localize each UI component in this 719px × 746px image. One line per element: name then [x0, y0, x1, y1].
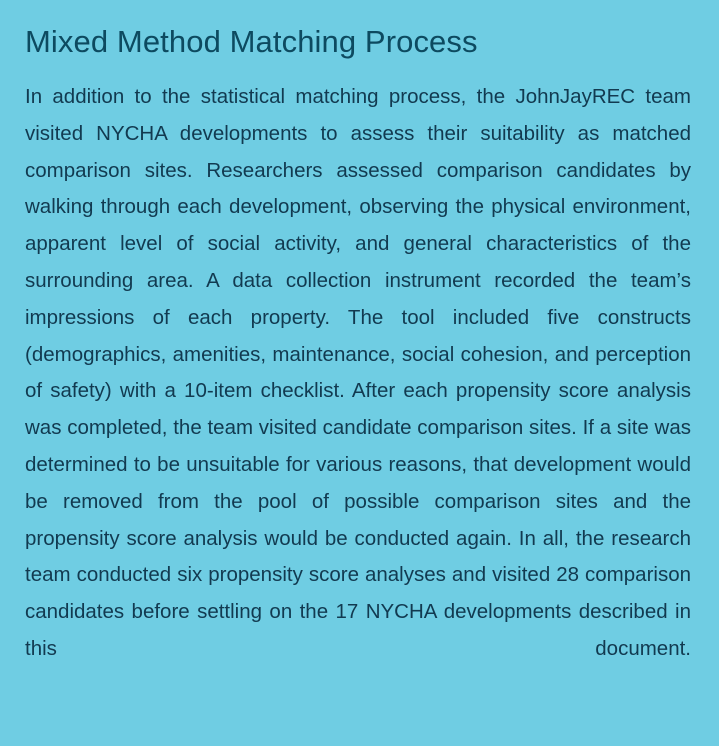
section-title: Mixed Method Matching Process — [25, 24, 478, 59]
section-paragraph: In addition to the statistical matching process, the JohnJayREC team visited NYCHA developments to assess their suitability as matched comparison sites. Researchers assessed comparison candidates by walking through each development, observing the physical environment, apparent level of social activity, and general characteristics of the surrounding area. A data collection instrument recorded the team’s impressions of each property. The tool included five constructs (demographics, amenities, maintenance, social cohesion, and perception of safety) with a 10-item checklist. After each propensity score analysis was completed, the team visited candidate comparison sites. If a site was determined to be unsuitable for various reasons, that development would be removed from the pool of possible comparison sites and the propensity score analysis would be conducted again. In all, the research team conducted six propensity score analyses and visited 28 comparison candidates before settling on the 17 NYCHA developments described in this document. — [25, 85, 691, 660]
